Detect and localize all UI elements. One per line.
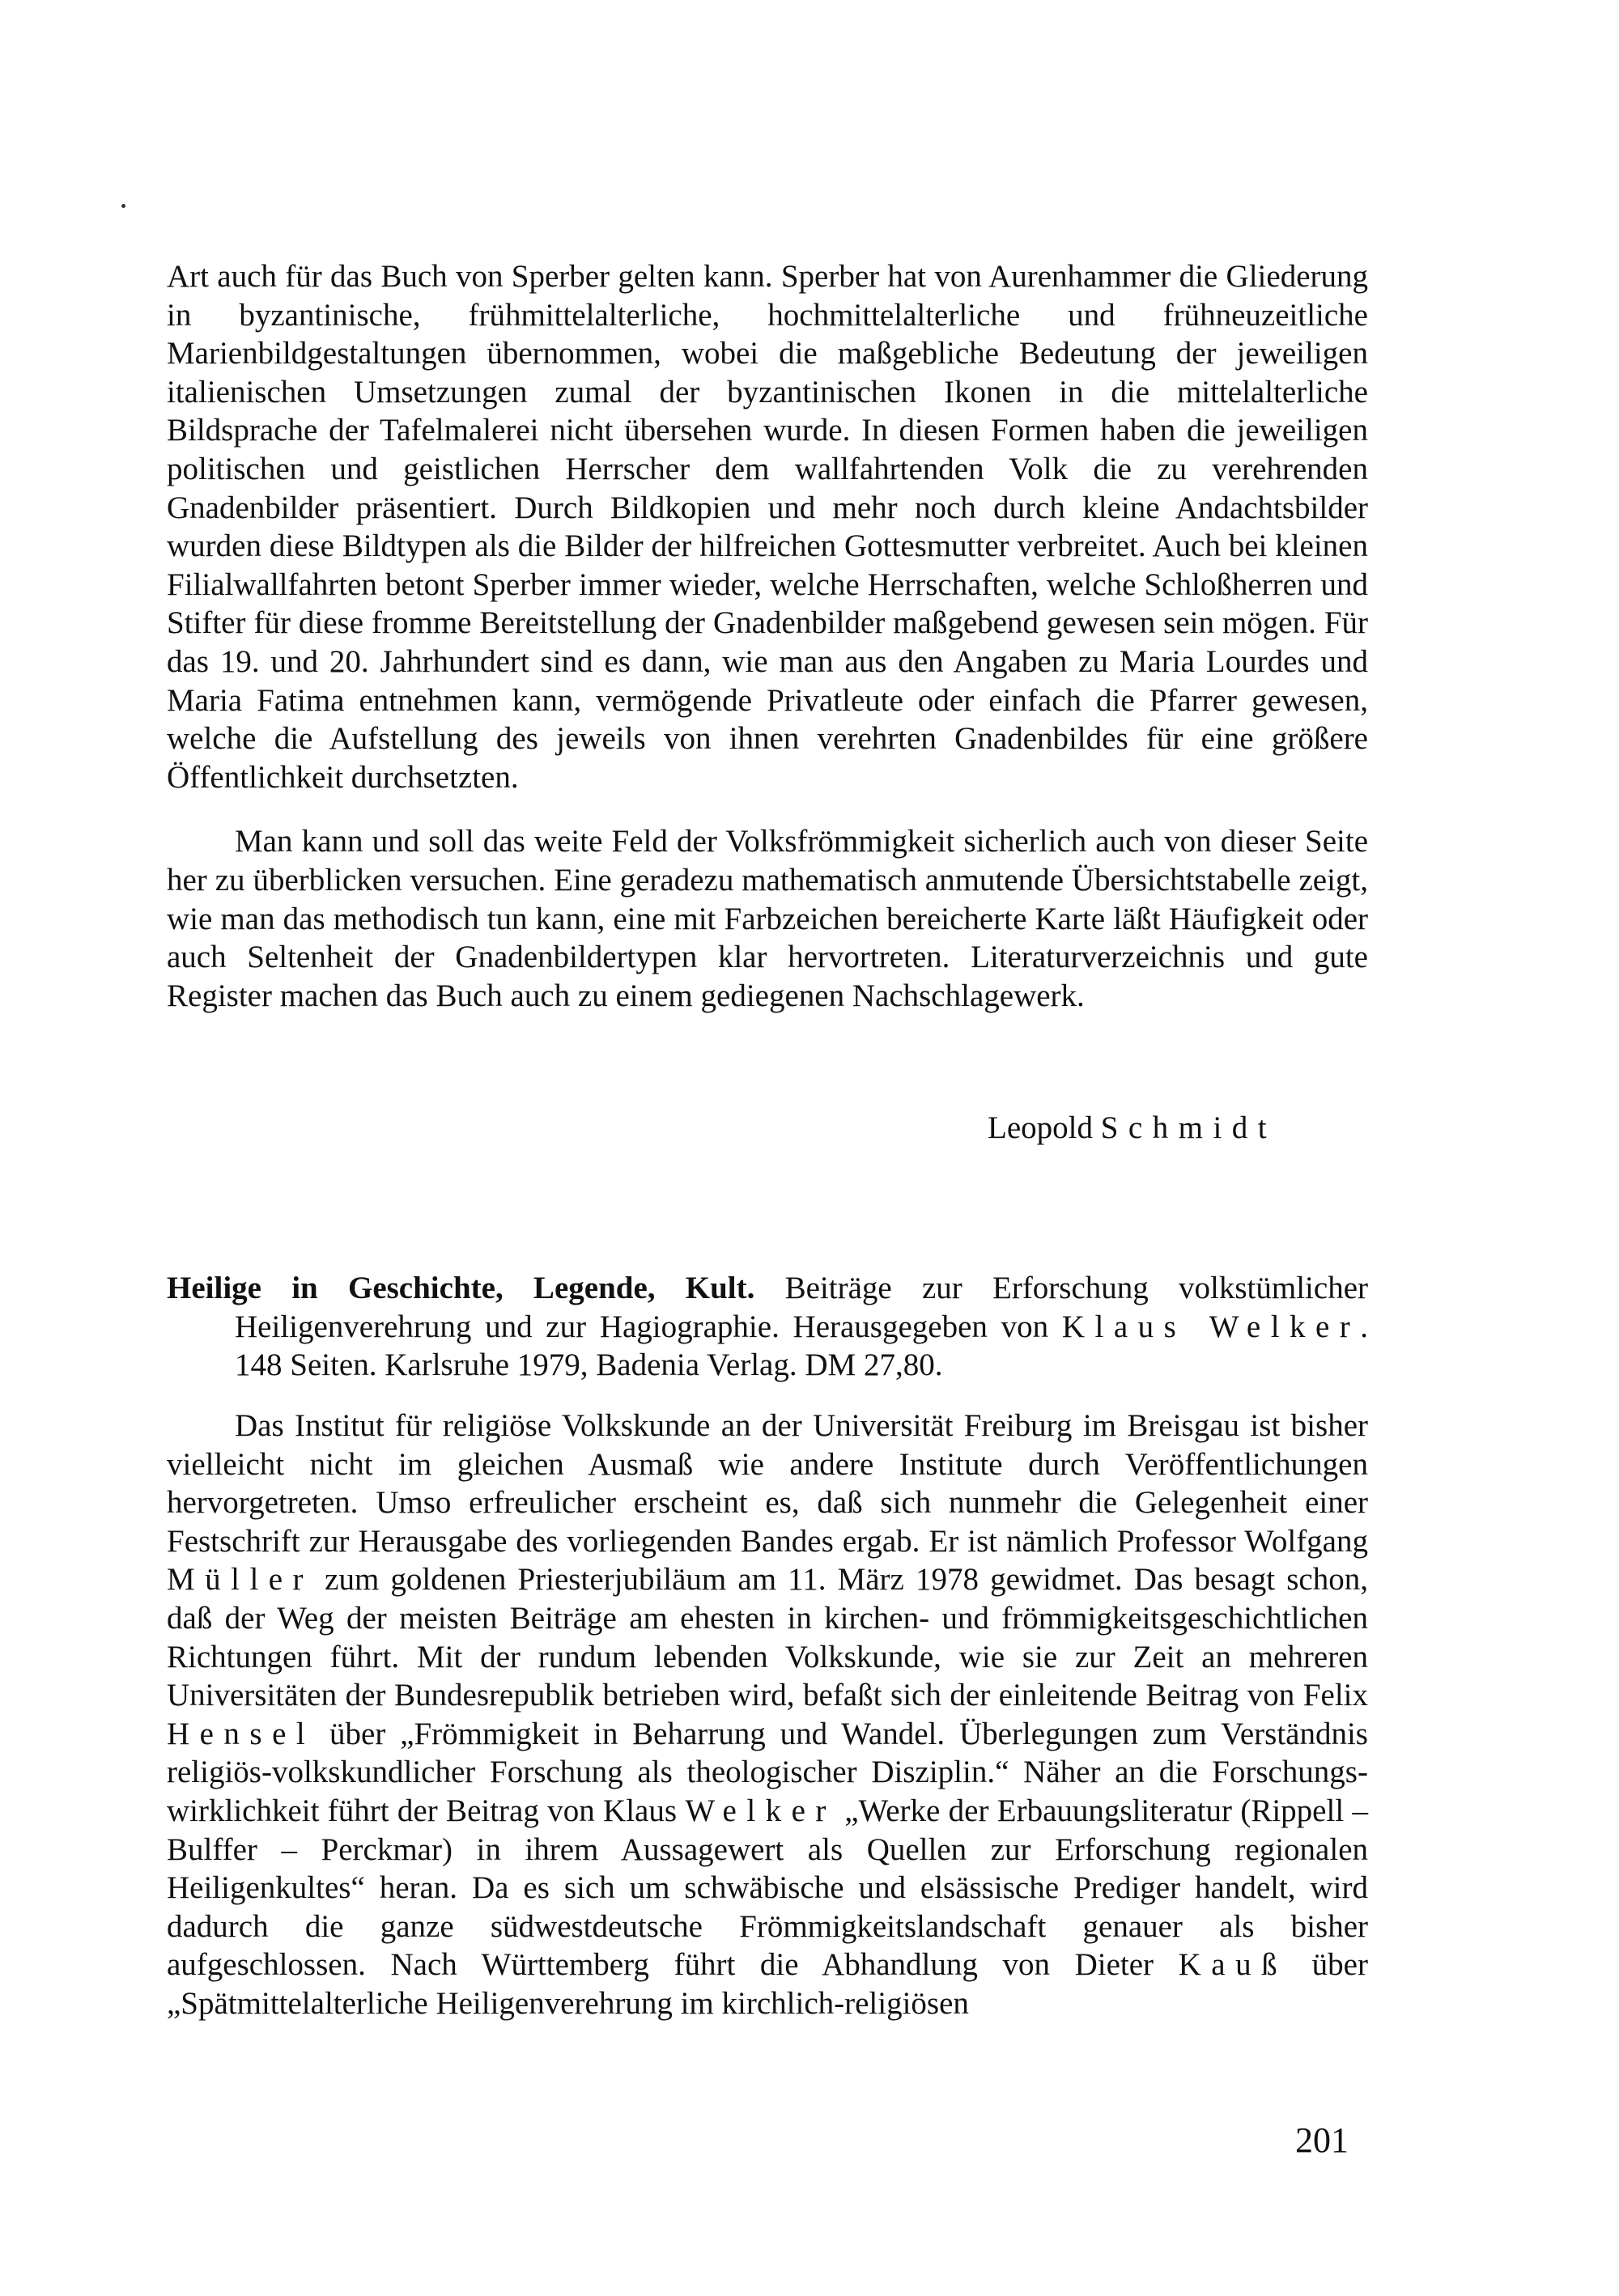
book-editor: Klaus Welker (1061, 1309, 1361, 1344)
paragraph (167, 1407, 1368, 2023)
review-heading (167, 1269, 1368, 1385)
person-name: Welker (685, 1793, 836, 1828)
book-subtitle: Beiträge zur Erforschung volkstümlicher Heiligenverehrung und zur Hagiographie. Herausgegeben von (235, 1271, 1368, 1344)
text-run: zum goldenen Priesterjubiläum am 11. März 1978 gewidmet. Das besagt schon, daß der Weg der meisten Beiträge am ehesten in kirchen- und frömmigkeitsgeschichtlichen Richtungen führt. Mit der rundum lebenden Volkskunde, wie sie zur Zeit an mehreren Universitäten der Bundesrepublik betrieben wird, befaßt sich der einleitende Beitrag von Felix (167, 1562, 1368, 1713)
publication-info: . 148 Seiten. Karlsruhe 1979, Badenia Verlag. DM 27,80. (235, 1309, 1368, 1383)
book-title: Heilige in Geschichte, Legende, Kult. (167, 1271, 755, 1305)
person-name: Hensel (167, 1716, 316, 1751)
reviewer-signature (988, 1109, 1277, 1147)
reviewer-first-name: Leopold (988, 1110, 1093, 1145)
paragraph: Man kann und soll das weite Feld der Volksfrömmigkeit sicherlich auch von dieser Seite her zu überblicken versuchen. Eine geradezu mathematisch anmutende Übersichtstabelle zeigt, wie man das methodisch tun kann, eine mit Farbzeichen bereicherte Karte läßt Häufigkeit oder auch Seltenheit der Gnadenbildertypen klar hervortreten. Literaturverzeichnis und gute Register machen das Buch auch zu einem gediegenen Nachschlagewerk. (167, 824, 1368, 1013)
text-run: über „Frömmigkeit in Beharrung und Wandel. Überlegungen zum Verständnis religiös-volkskundlicher Forschung als theologischer Disziplin.“ Näher an die Forschungswirklichkeit führt der Beitrag von Klaus (167, 1716, 1368, 1828)
page-number: 201 (1295, 2120, 1349, 2160)
text-run: „Werke der Erbauungsliteratur (Rippell – Bulffer – Perckmar) in ihrem Aussagewert als Quellen zur Erforschung regionalen Heiligenkultes“ heran. Da es sich um schwäbische und elsässische Prediger handelt, wird dadurch die ganze südwestdeutsche Frömmigkeitslandschaft genauer als bisher aufgeschlossen. Nach Württemberg führt die Abhandlung von Dieter (167, 1793, 1369, 1983)
review-heilige-body (167, 1407, 1368, 2023)
person-name: Kauß (1178, 1947, 1288, 1983)
paragraph: Art auch für das Buch von Sperber gelten kann. Sperber hat von Aurenhammer die Gliederung in byzantinische, frühmittelalterliche, hochmittelalterliche und frühneuzeitliche Marienbildgestaltungen übernommen, wobei die maßgebliche Bedeutung der jeweiligen italienischen Umsetzungen zumal der byzantinischen Ikonen in die mittelalterliche Bildsprache der Tafelmalerei nicht übersehen wurde. In diesen Formen haben die jeweiligen politischen und geistlichen Herrscher dem wallfahrtenden Volk die zu verehrenden Gnadenbilder präsentiert. Durch Bildkopien und mehr noch durch kleine Andachtsbilder wurden diese Bildtypen als die Bilder der hilfreichen Gottesmutter verbreitet. Auch bei kleinen Filialwallfahrten betont Sperber immer wieder, welche Herrschaften, welche Schloßherren und Stifter für diese fromme Bereitstellung der Gnadenbilder maßgebend gewesen sein mögen. Für das 19. und 20. Jahrhundert sind es dann, wie man aus den Angaben zu Maria Lourdes und Maria Fatima entnehmen kann, vermögende Privatleute oder einfach die Pfarrer gewesen, welche die Aufstellung des jeweils von ihnen verehrten Gnadenbildes für eine größere Öffentlichkeit durchsetzten. (167, 259, 1368, 795)
reviewer-last-name: Schmidt (1100, 1110, 1277, 1145)
review-sperber-continuation (167, 257, 1368, 1015)
scan-speck (121, 204, 125, 208)
text-run: über „Spätmittelalterliche Heiligenverehrung im kirchlich-religiösen (167, 1947, 1368, 2021)
person-name: Müller (167, 1562, 314, 1598)
text-run: Das Institut für religiöse Volkskunde an der Universität Freiburg im Breisgau ist bisher vielleicht nicht im gleichen Ausmaß wie andere Institute durch Veröffentlichungen hervorgetreten. Umso erfreulicher erscheint es, daß sich nunmehr die Gelegenheit einer Festschrift zur Herausgabe des vorliegenden Bandes ergab. Er ist nämlich Professor Wolfgang (167, 1408, 1368, 1559)
